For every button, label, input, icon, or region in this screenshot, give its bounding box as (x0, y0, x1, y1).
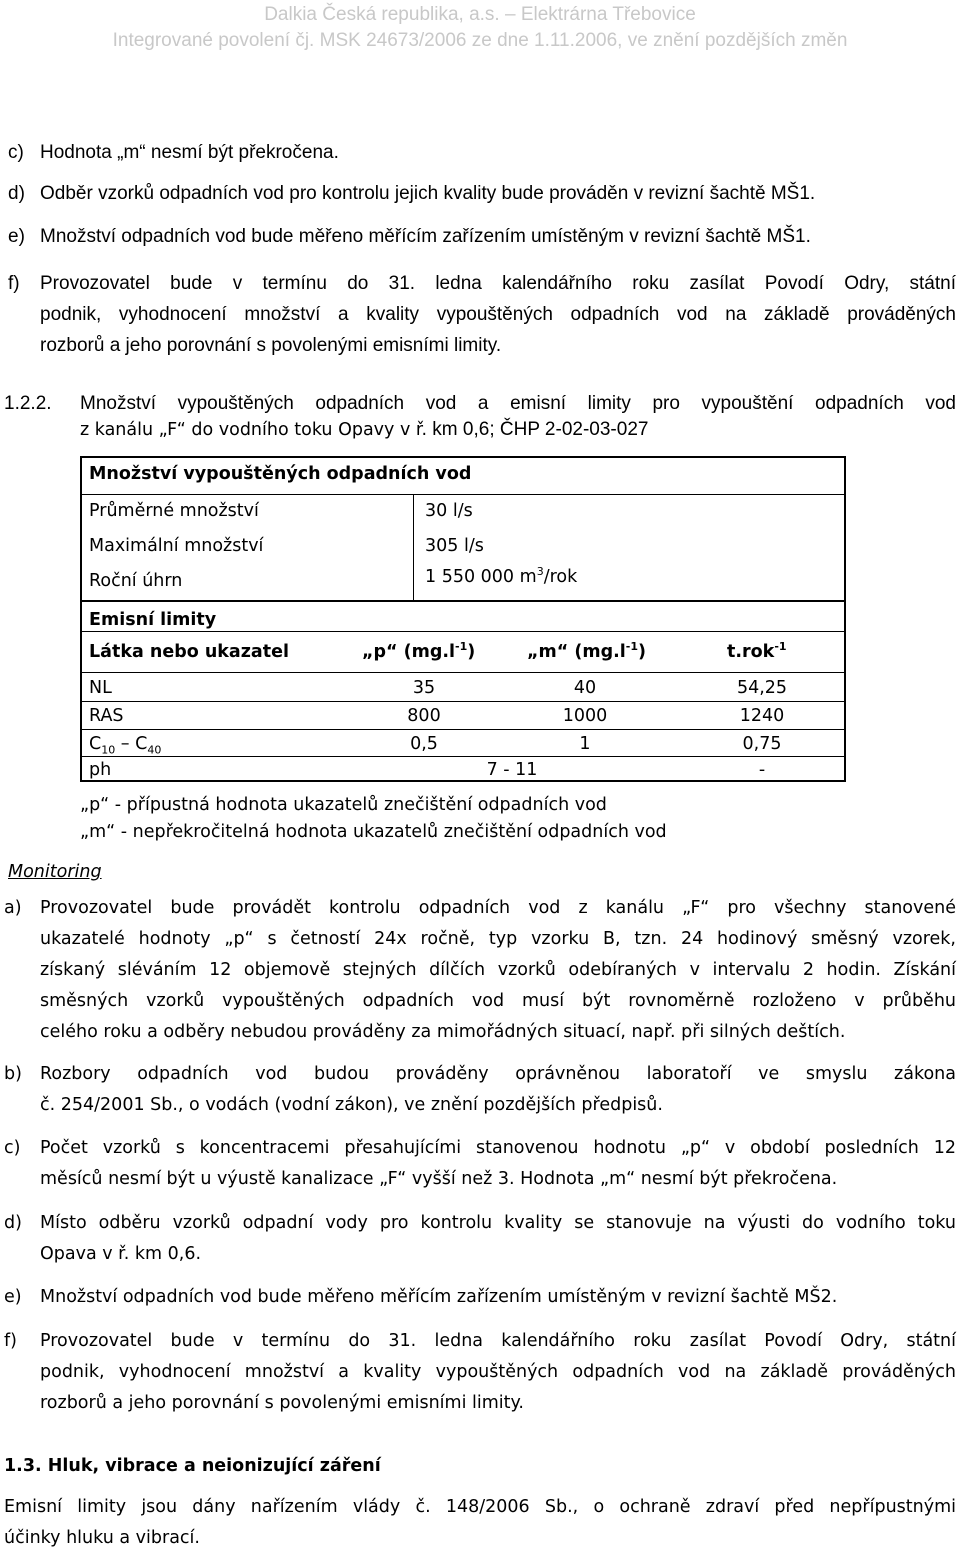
row-name: $C_{10} - C_{40}$ (89, 734, 162, 757)
item-label: c) (4, 1138, 21, 1158)
section-13-heading: 1.3. Hluk, vibrace a neionizující záření (4, 1456, 381, 1476)
table-divider (82, 756, 844, 757)
item-label: f) (8, 273, 20, 294)
column-header-t: t.rok$^{-1}$ (727, 640, 787, 662)
item-label: d) (8, 183, 25, 204)
table-divider (82, 701, 844, 702)
text-line: Hodnota „m“ nesmí být překročena. (40, 142, 339, 163)
quantity-value: 305 l/s (425, 536, 484, 556)
text-line: směsných vzorků vypouštěných odpadních vod musí být rovnoměrně rozloženo v průběhu (40, 991, 956, 1011)
column-header-substance: Látka nebo ukazatel (89, 642, 289, 662)
item-label: d) (4, 1213, 22, 1233)
row-p: 35 (412, 678, 436, 698)
monitoring-title: Monitoring (8, 862, 102, 882)
section-number: 1.2.2. (4, 393, 52, 414)
item-label: a) (4, 898, 22, 918)
table-divider (82, 631, 844, 632)
table-divider (82, 600, 844, 602)
row-t: - (758, 760, 766, 780)
section-title-part: z kanálu „F“ do vodního toku Opavy v ř. (80, 420, 428, 440)
limits-heading: Emisní limity (89, 610, 217, 630)
text-line: Provozovatel bude v termínu do 31. ledna kalendářního roku zasílat Povodí Odry, státní (40, 273, 956, 294)
row-t: 0,75 (742, 734, 782, 754)
table-divider (82, 729, 844, 730)
text-line: účinky hluku a vibrací. (4, 1528, 200, 1548)
row-name: NL (89, 678, 112, 698)
quantity-label: Maximální množství (89, 536, 264, 556)
row-name: ph (89, 760, 112, 780)
text-line: podnik, vyhodnocení množství a kvality vypouštěných odpadních vod na základě prováděných (40, 1362, 956, 1382)
text-line: Rozbory odpadních vod budou prováděny oprávněnou laboratoří ve smyslu zákona (40, 1064, 956, 1084)
row-p: 800 (407, 706, 441, 726)
row-m: 1000 (562, 706, 608, 726)
row-name: RAS (89, 706, 124, 726)
text-line: Opava v ř. km 0,6. (40, 1244, 202, 1264)
quantity-value: 1 550 000 $m^3$/rok (425, 565, 578, 587)
table-note-m: „m“ - nepřekročitelná hodnota ukazatelů znečištění odpadních vod (80, 822, 667, 842)
text-line: Provozovatel bude provádět kontrolu odpadních vod z kanálu „F“ pro všechny stanovené (40, 898, 956, 918)
text-line: Množství odpadních vod bude měřeno měřícím zařízením umístěným v revizní šachtě MŠ1. (40, 226, 811, 247)
item-label: c) (8, 142, 24, 163)
quantity-value: 30 l/s (425, 501, 473, 521)
text-line: Provozovatel bude v termínu do 31. ledna kalendářního roku zasílat Povodí Odry, státní (40, 1331, 956, 1351)
text-line: Místo odběru vzorků odpadní vody pro kontrolu kvality se stanovuje na výusti do vodního toku (40, 1213, 956, 1233)
row-t: 54,25 (736, 678, 788, 698)
text-line: získaný sléváním 12 objemově stejných dílčích vzorků odebíraných v intervalu 2 hodin. Získání (40, 960, 956, 980)
row-m: 40 (573, 678, 597, 698)
row-t: 1240 (739, 706, 785, 726)
text-line: ukazatelé hodnoty „p“ s četností 24x ročně, typ vzorku B, tzn. 24 hodinový směsný vzorek, (40, 929, 956, 949)
row-pm: 7 - 11 (486, 760, 538, 780)
item-label: e) (8, 226, 25, 247)
text-line: Množství odpadních vod bude měřeno měřícím zařízením umístěným v revizní šachtě MŠ2. (40, 1287, 838, 1307)
column-header-p: „p“ $(mg.l^{-1})$ (362, 640, 476, 662)
text-line: rozborů a jeho porovnání s povolenými emisními limity. (40, 335, 502, 356)
item-label: b) (4, 1064, 22, 1084)
document-header-permit: Integrované povolení čj. MSK 24673/2006 ze dne 1.11.2006, ve znění pozdějších změn (112, 30, 848, 51)
section-title-line1: Množství vypouštěných odpadních vod a emisní limity pro vypouštění odpadních vod (80, 393, 956, 414)
table-heading: Množství vypouštěných odpadních vod (89, 464, 472, 484)
text-line: Odběr vzorků odpadních vod pro kontrolu jejich kvality bude prováděn v revizní šachtě MŠ1. (40, 183, 816, 204)
table-divider (82, 672, 844, 673)
item-label: f) (4, 1331, 17, 1351)
section-title-line2 (80, 414, 648, 446)
row-m: 1 (579, 734, 591, 754)
item-label: e) (4, 1287, 22, 1307)
text-line: měsíců nesmí být u výustě kanalizace „F“ vyšší než 3. Hodnota „m“ nesmí být překročena. (40, 1169, 838, 1189)
document-header-title: Dalkia Česká republika, a.s. – Elektrárna Třebovice (264, 4, 696, 25)
emission-table (80, 456, 846, 782)
text-line: Emisní limity jsou dány nařízením vlády č. 148/2006 Sb., o ochraně zdraví před nepřípustnými (4, 1497, 956, 1517)
closing-paragraph (4, 1492, 956, 1554)
text-line: rozborů a jeho porovnání s povolenými emisními limity. (40, 1393, 524, 1413)
column-header-m: „m“ $(mg.l^{-1})$ (527, 640, 646, 662)
table-divider (413, 494, 414, 600)
text-line: Počet vzorků s koncentracemi přesahujícími stanovenou hodnotu „p“ v období posledních 12 (40, 1138, 956, 1158)
quantity-label: Roční úhrn (89, 571, 183, 591)
text-line: celého roku a odběry nebudou prováděny za mimořádných situací, např. při silných deštích. (40, 1022, 846, 1042)
table-divider (82, 494, 844, 495)
text-line: č. 254/2001 Sb., o vodách (vodní zákon), ve znění pozdějších předpisů. (40, 1095, 663, 1115)
text-line: podnik, vyhodnocení množství a kvality vypouštěných odpadních vod na základě prováděných (40, 304, 956, 325)
table-note-p: „p“ - přípustná hodnota ukazatelů znečištění odpadních vod (80, 795, 607, 815)
row-p: 0,5 (410, 734, 438, 754)
quantity-label: Průměrné množství (89, 501, 259, 521)
section-title-part: km 0,6; ČHP 2-02-03-027 (427, 419, 649, 440)
